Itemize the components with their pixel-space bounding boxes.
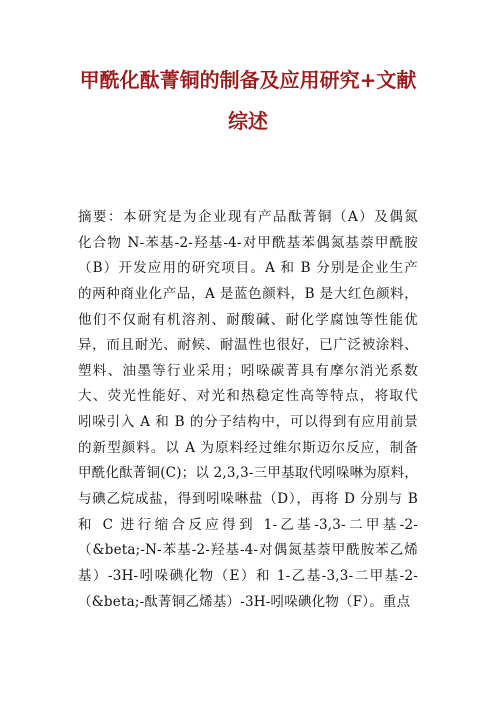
abstract-line: 大、荧光性能好、对光和热稳定性高等特点，将取代 [78,388,418,405]
abstract-line: （&beta;-N-苯基-2-羟基-4-对偶氮基萘甲酰胺苯乙烯 [78,542,418,559]
abstract-line: 和 C 进行缩合反应得到 1-乙基-3,3-二甲基-2- [78,516,418,533]
abstract-line: 吲哚引入 A 和 B 的分子结构中，可以得到有应用前景 [78,414,418,431]
document-title-line-1: 甲酰化酞菁铜的制备及应用研究+文献 [79,68,417,92]
abstract-paragraph [78,205,418,615]
abstract-line: 他们不仅耐有机溶剂、耐酸碱、耐化学腐蚀等性能优 [78,311,418,328]
abstract-line: 塑料、油墨等行业采用；吲哚碳菁具有摩尔消光系数 [78,362,418,379]
abstract-line: 的两种商业化产品，A 是蓝色颜料，B 是大红色颜料， [78,285,418,302]
abstract-line: 异，而且耐光、耐候、耐温性也很好，已广泛被涂料、 [78,337,418,354]
abstract-line: 甲酰化酞菁铜(C)；以 2,3,3-三甲基取代吲哚啉为原料， [78,465,419,482]
abstract-line: 的新型颜料。以 A 为原料经过维尔斯迈尔反应，制备 [78,439,418,456]
document-title-line-2: 综述 [228,109,268,133]
abstract-line: （&beta;-酞菁铜乙烯基）-3H-吲哚碘化物（F）。重点 [78,593,411,610]
abstract-line: 与碘乙烷成盐，得到吲哚啉盐（D），再将 D 分别与 B [78,491,418,508]
abstract-line: 化合物 N-苯基-2-羟基-4-对甲酰基苯偶氮基萘甲酰胺 [78,234,418,251]
abstract-line: （B）开发应用的研究项目。A 和 B 分别是企业生产 [78,260,418,277]
abstract-line: 基）-3H-吲哚碘化物（E）和 1-乙基-3,3-二甲基-2- [78,567,418,584]
abstract-line: 摘要：本研究是为企业现有产品酞菁铜（A）及偶氮 [78,209,418,225]
